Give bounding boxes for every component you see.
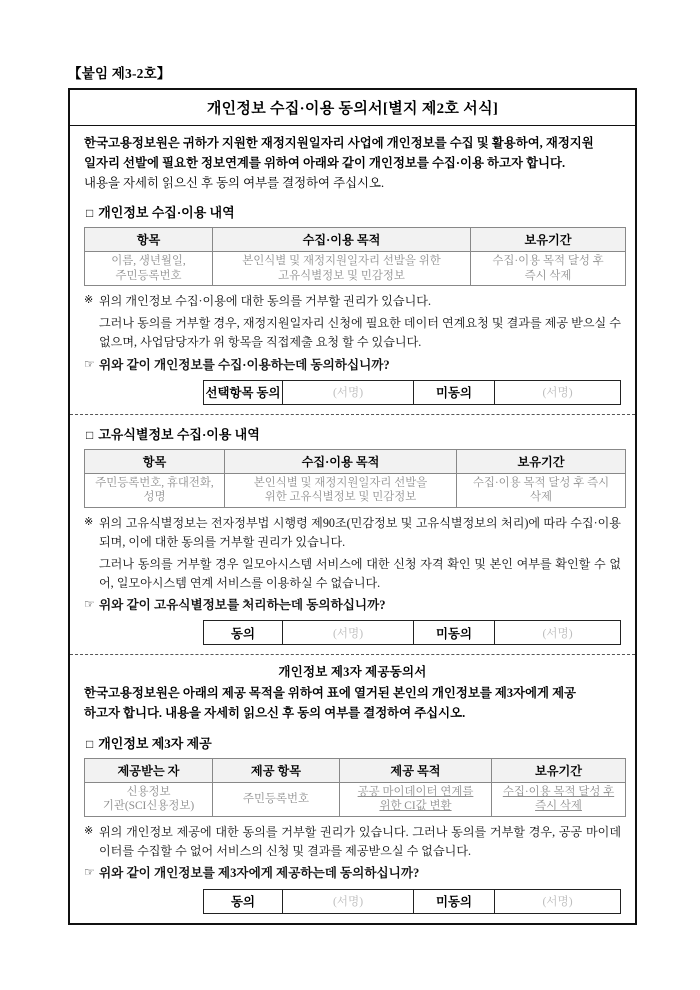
table-row	[85, 252, 626, 286]
table-row	[85, 473, 626, 507]
disagree-signature-field[interactable]: (서명)	[495, 889, 621, 913]
checkbox-icon[interactable]: □	[86, 736, 94, 751]
section3-subtitle	[86, 733, 621, 752]
table-header-cell: 제공받는 자	[85, 758, 213, 782]
table-header-cell: 보유기간	[457, 449, 626, 473]
table-header-cell: 보유기간	[492, 758, 626, 782]
section2-question	[84, 595, 621, 615]
agree-signature-field[interactable]: (서명)	[283, 889, 414, 913]
section1-subtitle-label: 개인정보 수집·이용 내역	[98, 205, 235, 221]
section3-table	[84, 758, 626, 817]
asterisk-icon: ※	[84, 515, 94, 528]
table-cell: 본인식별 및 재정지원일자리 선발을 위한 고유식별정보 및 민감정보	[225, 473, 457, 507]
section3-consent-wrap	[84, 889, 621, 914]
section3-consent-table	[203, 889, 621, 914]
asterisk-icon: ※	[84, 294, 94, 307]
table-cell: 주민등록번호, 휴대전화, 성명	[85, 473, 225, 507]
table-cell: 이름, 생년월일, 주민등록번호	[85, 252, 213, 286]
table-header-cell: 항목	[85, 449, 225, 473]
table-header-cell: 항목	[85, 228, 213, 252]
disagree-signature-field[interactable]: (서명)	[495, 621, 621, 645]
section2-consent-wrap	[84, 620, 621, 645]
consent-row	[204, 380, 621, 404]
disagree-label[interactable]: 미동의	[414, 621, 495, 645]
table-cell: 수집·이용 목적 달성 후 즉시 삭제	[492, 782, 626, 816]
table-header-row	[85, 449, 626, 473]
section2-consent-table	[203, 620, 621, 645]
section2-subtitle	[86, 424, 621, 443]
checkbox-icon[interactable]: □	[86, 427, 94, 442]
table-cell: 주민등록번호	[213, 782, 340, 816]
note-text: 위의 개인정보 제공에 대한 동의를 거부할 권리가 있습니다. 그러나 동의를 거부할 경우, 공공 마이데이터를 수집할 수 없어 서비스의 신청 및 결과를 제공받으실 수 없습니다.	[99, 824, 621, 859]
consent-row	[204, 889, 621, 913]
table-cell: 공공 마이데이터 연계를 위한 CI값 변환	[340, 782, 492, 816]
section1-intro	[84, 133, 621, 193]
pointing-hand-icon: ☞	[84, 865, 95, 880]
section3-note-1	[84, 823, 621, 862]
table-cell: 수집·이용 목적 달성 후 즉시 삭제	[471, 252, 626, 286]
agree-signature-field[interactable]: (서명)	[283, 380, 414, 404]
section1-note-1	[84, 292, 621, 311]
disagree-label[interactable]: 미동의	[414, 889, 495, 913]
page-title: 개인정보 수집·이용 동의서[별지 제2호 서식]	[70, 90, 635, 126]
table-header-cell: 수집·이용 목적	[225, 449, 457, 473]
section2-subtitle-label: 고유식별정보 수집·이용 내역	[98, 426, 260, 442]
checkbox-icon[interactable]: □	[86, 206, 94, 221]
question-text: 위와 같이 개인정보를 제3자에게 제공하는데 동의하십니까?	[99, 866, 420, 881]
agree-signature-field[interactable]: (서명)	[283, 621, 414, 645]
section1-note-2	[99, 314, 621, 353]
section3-intro-line2: 하고자 합니다. 내용을 자세히 읽으신 후 동의 여부를 결정하여 주십시오.	[84, 706, 466, 721]
note-text: 위의 개인정보 수집·이용에 대한 동의를 거부할 권리가 있습니다.	[99, 294, 431, 309]
section3-question	[84, 863, 621, 883]
section1-subtitle	[86, 202, 621, 221]
section2-note-1	[84, 514, 621, 553]
table-cell: 본인식별 및 재정지원일자리 선발을 위한 고유식별정보 및 민감정보	[213, 252, 471, 286]
table-header-cell: 제공 목적	[340, 758, 492, 782]
asterisk-icon: ※	[84, 824, 94, 837]
table-header-cell: 제공 항목	[213, 758, 340, 782]
table-cell: 신용정보 기관(SCI신용정보)	[85, 782, 213, 816]
agree-label[interactable]: 선택항목 동의	[204, 380, 283, 404]
section-third-party-provision	[70, 654, 635, 922]
section1-intro-line1: 한국고용정보원은 귀하가 지원한 재정지원일자리 사업에 개인정보를 수집 및 활용하여, 재정지원	[84, 136, 594, 150]
table-header-cell: 보유기간	[471, 228, 626, 252]
section-personal-info-collection	[70, 126, 635, 414]
note-text: 그러나 동의를 거부할 경우, 재정지원일자리 신청에 필요한 데이터 연계요청 및 결과를 제공 받으실 수 없으며, 사업담당자가 위 항목을 직접제출 요청 할 수 있습니다.	[99, 315, 621, 350]
note-text: 위의 고유식별정보는 전자정부법 시행령 제90조(민감정보 및 고유식별정보의 처리)에 따라 수집·이용되며, 이에 대한 동의를 거부할 권리가 있습니다.	[99, 515, 621, 550]
pointing-hand-icon: ☞	[84, 356, 95, 371]
note-text: 그러나 동의를 거부할 경우 일모아시스템 서비스에 대한 신청 자격 확인 및 본인 여부를 확인할 수 없어, 일모아시스템 연계 서비스를 이용하실 수 없습니다.	[99, 556, 621, 590]
pointing-hand-icon: ☞	[84, 597, 95, 612]
section1-consent-table	[203, 380, 621, 405]
table-row	[85, 782, 626, 816]
table-header-row	[85, 228, 626, 252]
table-cell: 수집·이용 목적 달성 후 즉시 삭제	[457, 473, 626, 507]
table-header-row	[85, 758, 626, 782]
section1-table	[84, 227, 626, 286]
agree-label[interactable]: 동의	[204, 621, 283, 645]
section1-intro-line3: 내용을 자세히 읽으신 후 동의 여부를 결정하여 주십시오.	[84, 176, 385, 191]
section2-note-2	[99, 555, 621, 594]
section-unique-id-collection	[70, 414, 635, 655]
table-header-cell: 수집·이용 목적	[213, 228, 471, 252]
section1-intro-line2: 일자리 선발에 필요한 정보연계를 위하여 아래와 같이 개인정보를 수집·이용 하고자 합니다.	[84, 156, 566, 171]
consent-form-box	[68, 88, 637, 925]
section2-table	[84, 449, 626, 508]
section1-consent-wrap	[84, 380, 621, 405]
section1-question	[84, 355, 621, 375]
section3-subtitle-label: 개인정보 제3자 제공	[98, 735, 212, 751]
consent-row	[204, 621, 621, 645]
disagree-label[interactable]: 미동의	[414, 380, 495, 404]
section3-intro-line1: 한국고용정보원은 아래의 제공 목적을 위하여 표에 열거된 본인의 개인정보를 제3자에게 제공	[84, 686, 577, 701]
section3-intro	[84, 683, 621, 723]
question-text: 위와 같이 고유식별정보를 처리하는데 동의하십니까?	[99, 598, 386, 613]
section3-heading: 개인정보 제3자 제공동의서	[278, 665, 427, 680]
agree-label[interactable]: 동의	[204, 889, 283, 913]
disagree-signature-field[interactable]: (서명)	[495, 380, 621, 404]
attachment-label: 【붙임 제3-2호】	[68, 66, 171, 81]
question-text: 위와 같이 개인정보를 수집·이용하는데 동의하십니까?	[99, 357, 390, 372]
